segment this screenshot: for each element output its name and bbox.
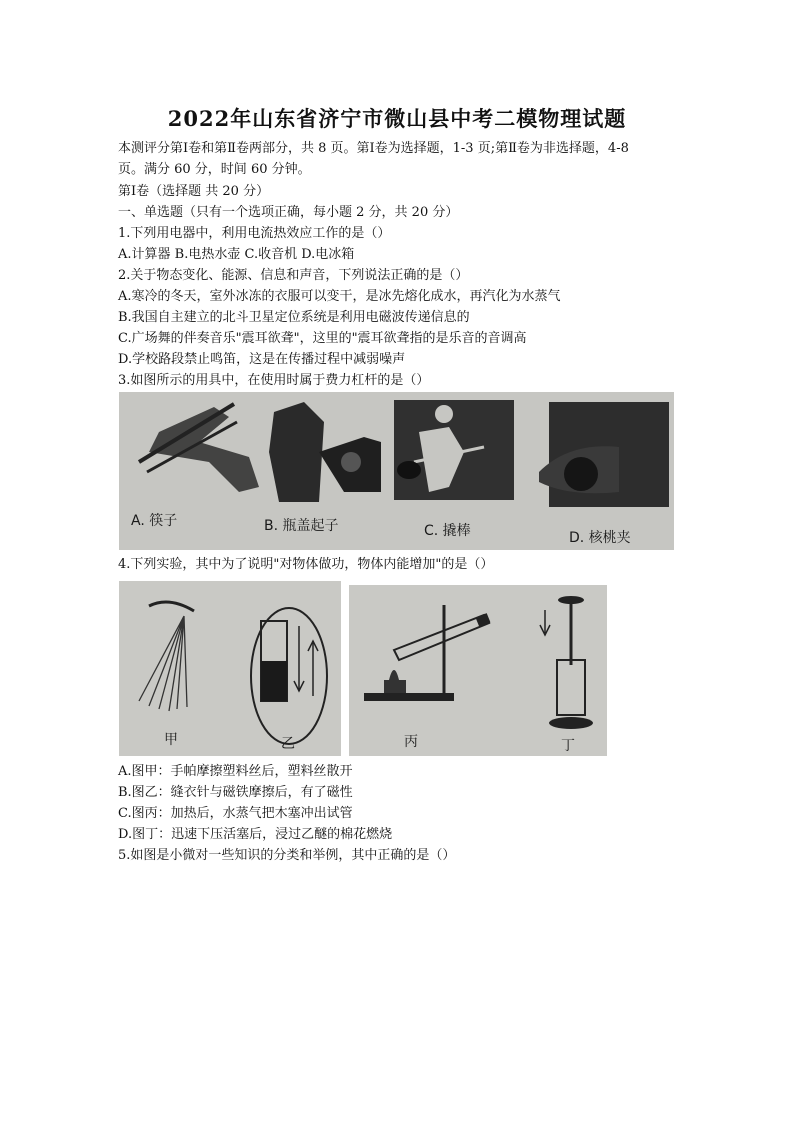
question-2-option-a: A.寒冷的冬天，室外冰冻的衣服可以变干，是冰先熔化成水，再汽化为水蒸气 bbox=[118, 289, 561, 304]
figure-caption: C. 撬棒 bbox=[424, 523, 471, 539]
figure-caption: 甲 bbox=[164, 732, 178, 748]
crowbar-illustration bbox=[394, 400, 514, 500]
question-5-stem: 5.如图是小微对一些知识的分类和举例，其中正确的是（） bbox=[118, 848, 456, 863]
intro-line: 页。满分 60 分，时间 60 分钟。 bbox=[118, 162, 311, 177]
question-4-option-d: D.图丁：迅速下压活塞后，浸过乙醚的棉花燃烧 bbox=[118, 827, 393, 842]
question-4-option-c: C.图丙：加热后，水蒸气把木塞冲出试管 bbox=[118, 806, 353, 821]
question-4-option-b: B.图乙：缝衣针与磁铁摩擦后，有了磁性 bbox=[118, 785, 353, 800]
question-2-option-d: D.学校路段禁止鸣笛，这是在传播过程中减弱噪声 bbox=[118, 352, 406, 367]
figure-caption: 乙 bbox=[281, 736, 295, 752]
section-heading: 一、单选题（只有一个选项正确，每小题 2 分，共 20 分） bbox=[118, 205, 459, 220]
question-3-stem: 3.如图所示的用具中，在使用时属于费力杠杆的是（） bbox=[118, 373, 430, 388]
lever-tools-figure bbox=[119, 392, 674, 550]
figure-caption: 丙 bbox=[404, 734, 418, 750]
nutcracker-illustration bbox=[539, 402, 669, 507]
question-4-option-a: A.图甲：手帕摩擦塑料丝后，塑料丝散开 bbox=[118, 764, 353, 779]
figure-caption: A. 筷子 bbox=[131, 513, 178, 529]
question-2-option-c: C.广场舞的伴奏音乐"震耳欲聋"，这里的"震耳欲聋指的是乐音的音调高 bbox=[118, 331, 527, 346]
question-2-stem: 2.关于物态变化、能源、信息和声音，下列说法正确的是（） bbox=[118, 268, 469, 283]
experiment-figure-jia-yi bbox=[119, 581, 341, 756]
part-heading: 第Ⅰ卷（选择题 共 20 分） bbox=[118, 184, 270, 199]
figure-caption: B. 瓶盖起子 bbox=[264, 518, 339, 534]
question-2-option-b: B.我国自主建立的北斗卫星定位系统是利用电磁波传递信息的 bbox=[118, 310, 470, 325]
question-4-stem: 4.下列实验，其中为了说明"对物体做功，物体内能增加"的是（） bbox=[118, 557, 494, 572]
intro-line: 本测评分第Ⅰ卷和第Ⅱ卷两部分，共 8 页。第Ⅰ卷为选择题，1-3 页;第Ⅱ卷为非选择题，4-8 bbox=[118, 141, 629, 156]
experiment-figure-bing-ding bbox=[349, 585, 607, 756]
figure-caption: 丁 bbox=[561, 738, 575, 754]
question-1-stem: 1.下列用电器中，利用电流热效应工作的是（） bbox=[118, 226, 391, 241]
figure-caption: D. 核桃夹 bbox=[569, 530, 631, 546]
exam-title: 2022年山东省济宁市微山县中考二模物理试题 bbox=[167, 106, 627, 131]
question-1-options: A.计算器 B.电热水壶 C.收音机 D.电冰箱 bbox=[118, 247, 355, 262]
